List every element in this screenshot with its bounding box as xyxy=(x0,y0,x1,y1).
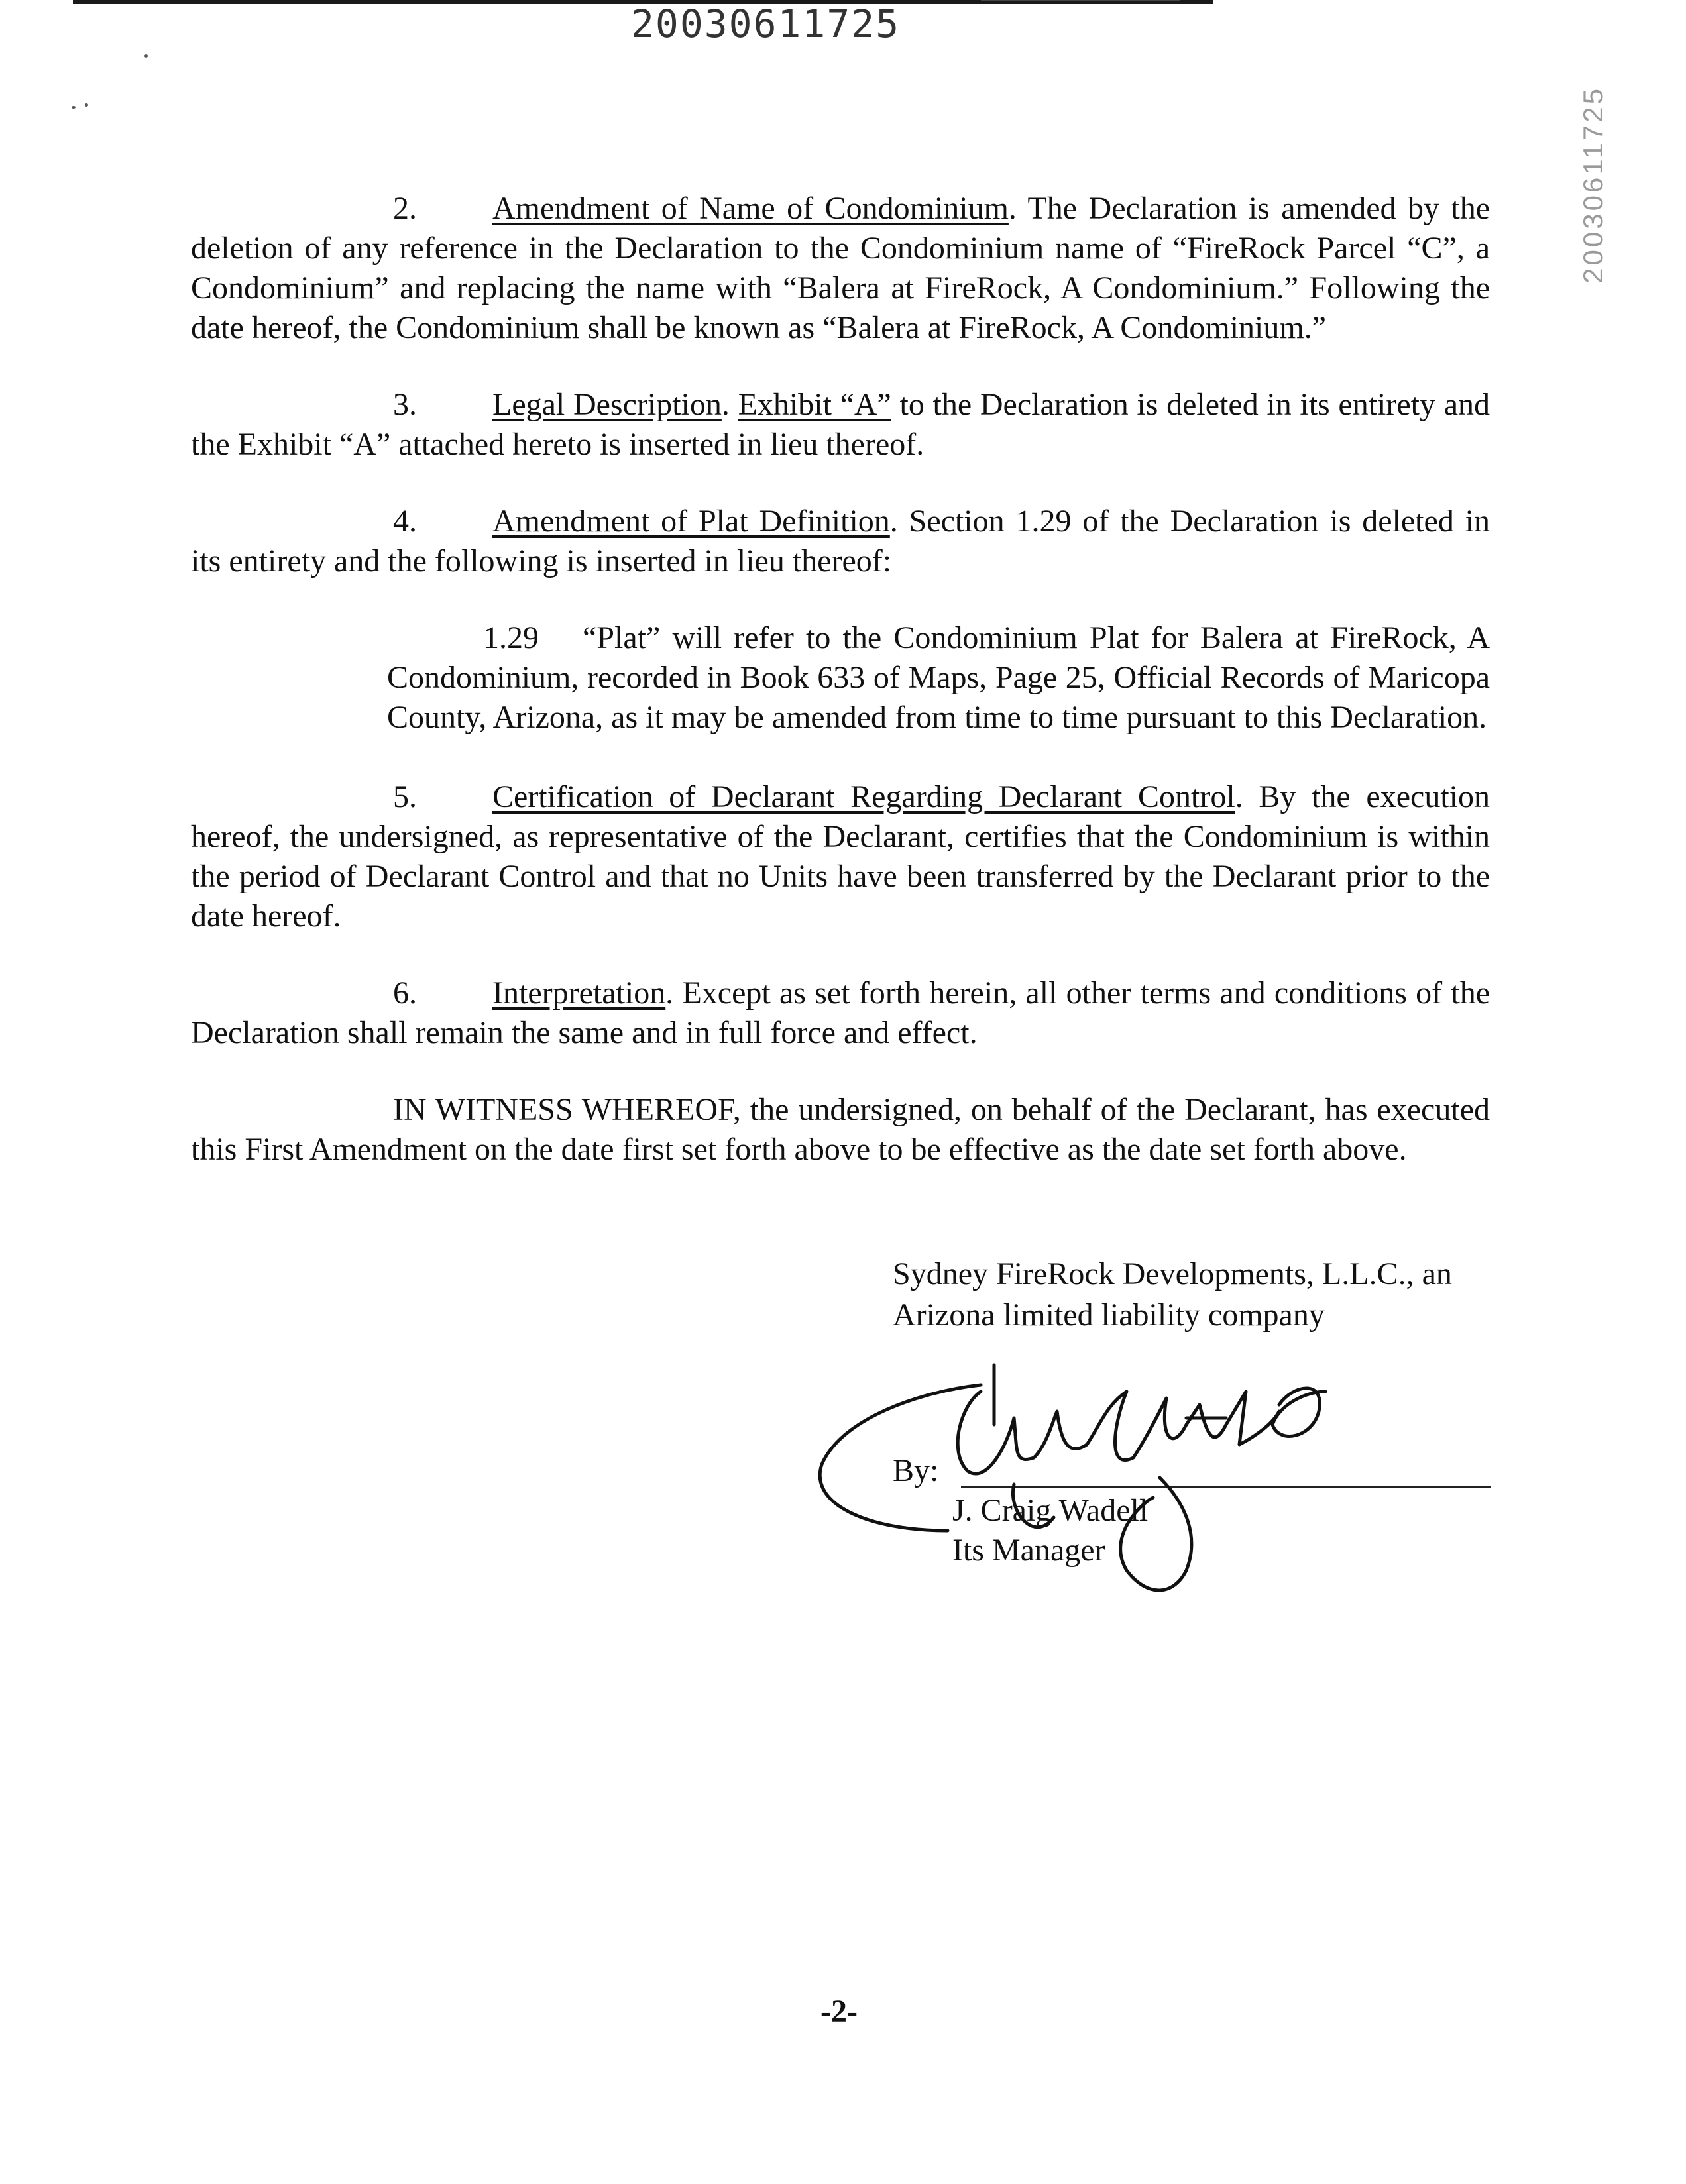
section-number: 3. xyxy=(393,387,417,422)
company-line-2: Arizona limited liability company xyxy=(893,1297,1325,1333)
section-text: . Except as set forth herein, all other terms and conditions of the Declaration shall remain the same and in full force and effect. xyxy=(191,975,1490,1050)
section-number: 5. xyxy=(393,779,417,814)
section-text: . The Declaration is amended by the deletion of any reference in the Declaration to the Condominium name of “FireRock Parcel “C”, a Condominium” and replacing the name with “Balera at FireRock, A Condominium.” Following the date hereof, the Condominium shall be known as “Balera at FireRock, A Condominium.” xyxy=(191,191,1490,345)
signer-name: J. Craig Wadell xyxy=(952,1493,1149,1528)
witness-clause: IN WITNESS WHEREOF, the undersigned, on behalf of the Declarant, has executed this First Amendment on the date first set forth above to be effective as the date set forth above. xyxy=(191,1092,1490,1167)
side-recording-stamp: 20030611725 xyxy=(1577,86,1608,284)
section-heading: Amendment of Plat Definition xyxy=(492,504,890,539)
exhibit-reference: Exhibit “A” xyxy=(738,387,891,422)
section-heading: Amendment of Name of Condominium xyxy=(492,191,1009,226)
section-3 xyxy=(191,385,1490,464)
scan-speck xyxy=(72,106,76,109)
company-line-1: Sydney FireRock Developments, L.L.C., an xyxy=(893,1256,1452,1291)
scan-speck xyxy=(144,54,148,58)
handwritten-signature xyxy=(815,1352,1412,1617)
section-heading: Interpretation xyxy=(492,975,666,1010)
scan-speck xyxy=(85,103,88,107)
top-scan-rule-thin xyxy=(981,0,1180,1)
section-text: . Section 1.29 of the Declaration is deleted in its entirety and the following is inserted in lieu thereof: xyxy=(191,504,1490,578)
section-text: to the Declaration is deleted in its entirety and the Exhibit “A” attached hereto is inserted in lieu thereof. xyxy=(191,387,1490,462)
section-number: 4. xyxy=(393,504,417,539)
section-4 xyxy=(191,502,1490,581)
definition-number: 1.29 xyxy=(483,620,539,655)
company-block xyxy=(893,1254,1452,1336)
by-label: By: xyxy=(893,1453,939,1488)
definition-text: “Plat” will refer to the Condominium Plat for Balera at FireRock, A Condominium, recorded in Book 633 of Maps, Page 25, Official Records of Maricopa County, Arizona, as it may be amended from time to time pursuant to this Declaration. xyxy=(387,620,1490,735)
section-heading: Legal Description xyxy=(492,387,722,422)
section-number: 2. xyxy=(393,191,417,226)
section-number: 6. xyxy=(393,975,417,1010)
document-body xyxy=(191,189,1490,1207)
recording-number: 20030611725 xyxy=(631,1,901,46)
section-text: . By the execution hereof, the undersigned, as representative of the Declarant, certifies that the Condominium is within the period of Declarant Control and that no Units have been transferred by the Declarant prior to the date hereof. xyxy=(191,779,1490,934)
section-5 xyxy=(191,777,1490,936)
page-number: -2- xyxy=(820,1994,858,2029)
signer-title: Its Manager xyxy=(952,1533,1105,1568)
section-heading: Certification of Declarant Regarding Declarant Control xyxy=(492,779,1235,814)
section-separator: . xyxy=(721,387,738,422)
section-6 xyxy=(191,973,1490,1053)
plat-definition xyxy=(387,618,1490,737)
section-2 xyxy=(191,189,1490,348)
